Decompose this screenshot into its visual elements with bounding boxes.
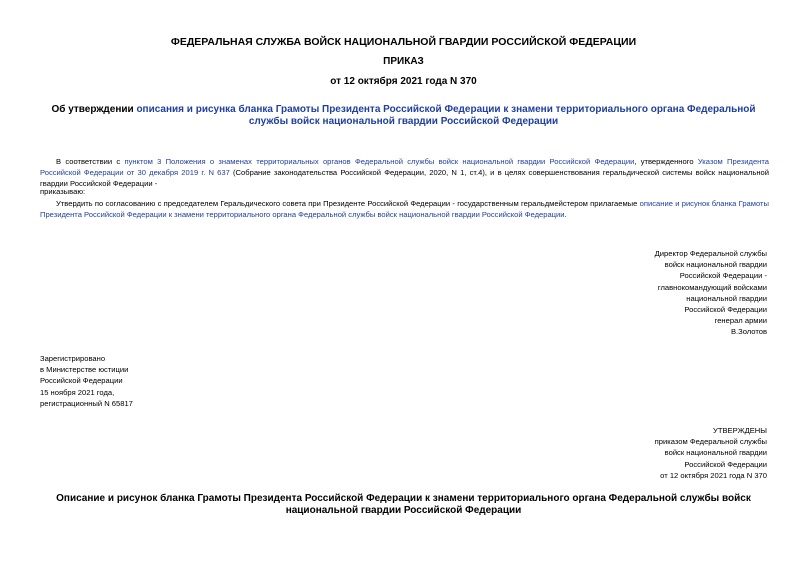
approval-block <box>567 425 767 481</box>
registration-line: 15 ноября 2021 года, <box>40 387 115 397</box>
signature-line: Директор Федеральной службы <box>654 249 767 258</box>
signature-line: главнокомандующий войсками <box>657 282 767 292</box>
signature-block <box>567 248 767 338</box>
description-link[interactable]: описание и рисунок бланка Грамоты Президента Российской Федерации к знамени территориального органа Федеральной службы войск национальной гвардии Российской Федерации <box>40 199 769 219</box>
signature-line: генерал армии <box>714 316 767 326</box>
approval-line: войск национальной гвардии <box>664 448 767 458</box>
registration-line: в Министерстве юстиции <box>40 365 129 375</box>
paragraph-basis <box>40 156 769 189</box>
approval-line: УТВЕРЖДЕНЫ <box>713 426 767 435</box>
approval-line: приказом Федеральной службы <box>654 437 767 447</box>
signature-line: войск национальной гвардии <box>664 260 767 270</box>
document-date-number: от 12 октября 2021 года N 370 <box>330 76 477 87</box>
decree-link[interactable]: Указом Президента Российской Федерации от 30 декабря 2019 г. N 637 <box>40 157 769 177</box>
appendix-title: Описание и рисунок бланка Грамоты Президента Российской Федерации к знамени территориального органа Федеральной службы войск национальной гвардии Российской Федерации <box>56 493 751 516</box>
approval-line: Российской Федерации <box>684 459 767 469</box>
title-link[interactable]: описания и рисунка бланка Грамоты Президента Российской Федерации к знамени территориального органа Федеральной службы войск национальной гвардии Российской Федерации <box>136 104 756 127</box>
title-prefix: Об утверждении <box>51 104 137 115</box>
registration-block <box>40 353 240 409</box>
document-title <box>40 104 767 128</box>
signature-line: Российской Федерации <box>684 305 767 315</box>
p1-text-1: В соответствии с <box>56 157 125 166</box>
p3-text-1: Утвердить по согласованию с председателем Геральдического совета при Президенте Российской Федерации - государственным геральдмейстером прилагаемые <box>56 199 640 208</box>
regulation-link[interactable]: пунктом 3 Положения о знаменах территориальных органов Федеральной службы войск национальной гвардии Российской Федерации <box>124 157 635 166</box>
registration-line: регистрационный N 65817 <box>40 398 133 408</box>
signature-line: национальной гвардии <box>686 293 767 303</box>
agency-heading: ФЕДЕРАЛЬНАЯ СЛУЖБА ВОЙСК НАЦИОНАЛЬНОЙ ГВАРДИИ РОССИЙСКОЙ ФЕДЕРАЦИИ <box>170 36 637 48</box>
paragraph-approve <box>40 198 769 220</box>
paragraph-order-word: приказываю: <box>40 187 86 196</box>
signature-name: В.Золотов <box>730 327 767 337</box>
registration-line: Российской Федерации <box>40 376 123 386</box>
signature-line: Российской Федерации - <box>679 271 767 281</box>
p1-text-3: (Собрание законодательства Российской Федерации, 2020, N 1, ст.4), и в целях совершенствования геральдической системы войск национальной гвардии Российской Федерации - <box>40 168 769 188</box>
approval-line: от 12 октября 2021 года N 370 <box>660 470 767 480</box>
registration-line: Зарегистрировано <box>40 354 106 363</box>
p1-text-2: , утвержденного <box>634 157 698 166</box>
document-type: ПРИКАЗ <box>383 56 424 67</box>
p3-text-2: . <box>564 210 567 219</box>
